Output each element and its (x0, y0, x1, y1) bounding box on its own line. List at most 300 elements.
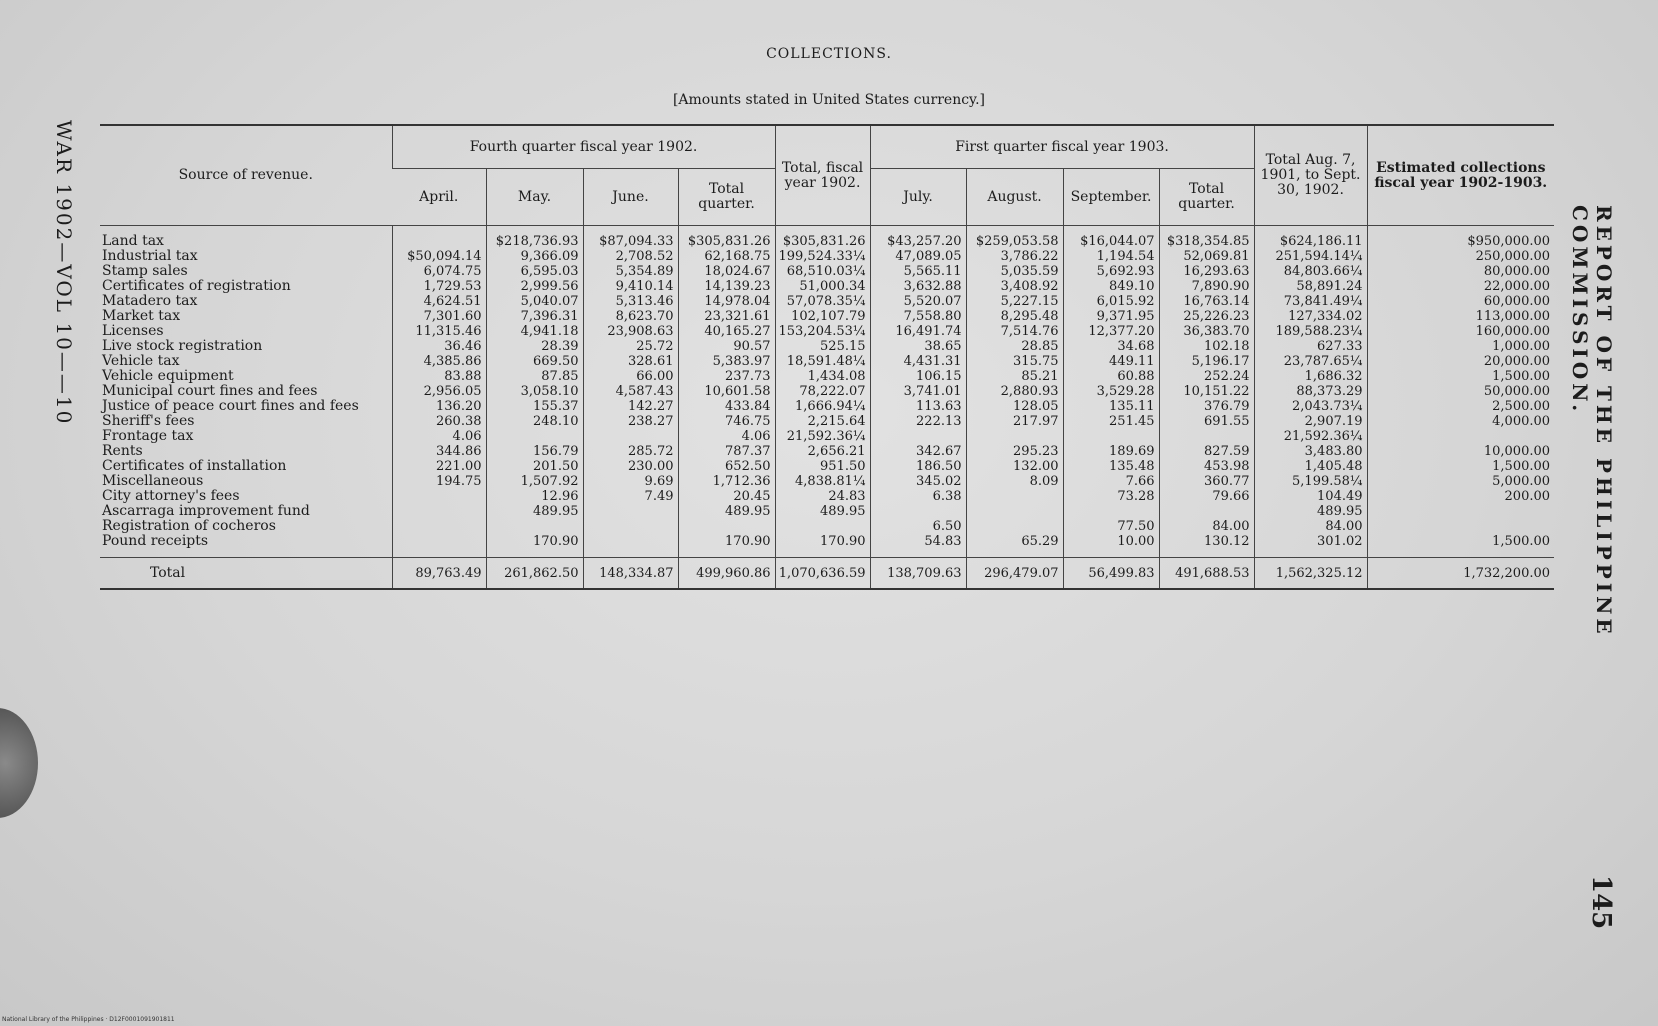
cell-est: 1,000.00 (1367, 339, 1554, 354)
cell-aug: 315.75 (966, 354, 1063, 369)
cell-est (1367, 519, 1554, 534)
cell-april: 221.00 (392, 459, 486, 474)
cell-sep: 12,377.20 (1063, 324, 1159, 339)
cell-may: 28.39 (486, 339, 583, 354)
cell-aug: 128.05 (966, 399, 1063, 414)
cell-july: 7,558.80 (870, 309, 966, 324)
cell-june: 285.72 (583, 444, 678, 459)
cell-june (583, 519, 678, 534)
cell-aug: 217.97 (966, 414, 1063, 429)
cell-may: 1,507.92 (486, 474, 583, 489)
header-source: Source of revenue. (100, 125, 392, 226)
cell-est: 60,000.00 (1367, 294, 1554, 309)
cell-april: 4,624.51 (392, 294, 486, 309)
cell-tall: 627.33 (1254, 339, 1367, 354)
table-row (100, 264, 1554, 279)
row-source: Registration of cocheros (102, 519, 276, 534)
cell-april (392, 226, 486, 250)
cell-may: 489.95 (486, 504, 583, 519)
cell-tall: 23,787.65¼ (1254, 354, 1367, 369)
total-tq2: 491,688.53 (1159, 558, 1254, 590)
total-label: Total (100, 558, 392, 590)
cell-aug: 3,408.92 (966, 279, 1063, 294)
cell-april: 4,385.86 (392, 354, 486, 369)
cell-tfy: 24.83 (775, 489, 870, 504)
cell-tall: 189,588.23¼ (1254, 324, 1367, 339)
header-september: September. (1063, 169, 1159, 226)
cell-sep (1063, 504, 1159, 519)
row-source: Certificates of registration (102, 279, 291, 294)
cell-july: 6.50 (870, 519, 966, 534)
cell-sep (1063, 429, 1159, 444)
cell-june: 66.00 (583, 369, 678, 384)
table-row (100, 309, 1554, 324)
header-total-fiscal: Total, fiscal year 1902. (775, 125, 870, 226)
cell-may: 87.85 (486, 369, 583, 384)
cell-april: 2,956.05 (392, 384, 486, 399)
cell-june (583, 429, 678, 444)
cell-june (583, 534, 678, 558)
cell-sep: 7.66 (1063, 474, 1159, 489)
cell-may: 156.79 (486, 444, 583, 459)
cell-est (1367, 504, 1554, 519)
cell-june: 9.69 (583, 474, 678, 489)
cell-tall: 5,199.58¼ (1254, 474, 1367, 489)
cell-tq1: 433.84 (678, 399, 775, 414)
cell-tall: 2,907.19 (1254, 414, 1367, 429)
cell-tq2: 827.59 (1159, 444, 1254, 459)
cell-tall: 84,803.66¼ (1254, 264, 1367, 279)
total-tall: 1,562,325.12 (1254, 558, 1367, 590)
cell-july: 186.50 (870, 459, 966, 474)
cell-tq1: 90.57 (678, 339, 775, 354)
cell-may: 7,396.31 (486, 309, 583, 324)
cell-june: 2,708.52 (583, 249, 678, 264)
cell-tfy: 951.50 (775, 459, 870, 474)
cell-tall: 1,686.32 (1254, 369, 1367, 384)
cell-tall: 21,592.36¼ (1254, 429, 1367, 444)
cell-tq1: 20.45 (678, 489, 775, 504)
cell-july: 54.83 (870, 534, 966, 558)
cell-april: 83.88 (392, 369, 486, 384)
row-source: Stamp sales (102, 264, 188, 279)
cell-sep: 449.11 (1063, 354, 1159, 369)
cell-est: 1,500.00 (1367, 369, 1554, 384)
cell-est: 250,000.00 (1367, 249, 1554, 264)
scan-footer: National Library of the Philippines · D12F0001091901811 (2, 1016, 175, 1023)
row-source: Land tax (102, 233, 164, 249)
cell-june: 25.72 (583, 339, 678, 354)
cell-tq2: $318,354.85 (1159, 226, 1254, 250)
cell-tall: 84.00 (1254, 519, 1367, 534)
cell-tall: 104.49 (1254, 489, 1367, 504)
cell-tq1: 40,165.27 (678, 324, 775, 339)
collections-table (100, 124, 1554, 590)
cell-sep: 189.69 (1063, 444, 1159, 459)
cell-tfy: 51,000.34 (775, 279, 870, 294)
cell-tfy: 525.15 (775, 339, 870, 354)
cell-july: 342.67 (870, 444, 966, 459)
cell-april: 344.86 (392, 444, 486, 459)
cell-june: 328.61 (583, 354, 678, 369)
cell-aug: 85.21 (966, 369, 1063, 384)
cell-tfy: 18,591.48¼ (775, 354, 870, 369)
cell-tq2: 36,383.70 (1159, 324, 1254, 339)
cell-tq1: 787.37 (678, 444, 775, 459)
total-sep: 56,499.83 (1063, 558, 1159, 590)
cell-tq1: 14,978.04 (678, 294, 775, 309)
cell-aug: 8,295.48 (966, 309, 1063, 324)
cell-tall: 127,334.02 (1254, 309, 1367, 324)
cell-tfy: 1,666.94¼ (775, 399, 870, 414)
cell-july: $43,257.20 (870, 226, 966, 250)
cell-est: 10,000.00 (1367, 444, 1554, 459)
cell-tq2: 691.55 (1159, 414, 1254, 429)
cell-july: 345.02 (870, 474, 966, 489)
cell-tq2: 16,763.14 (1159, 294, 1254, 309)
cell-sep: 34.68 (1063, 339, 1159, 354)
cell-june: 8,623.70 (583, 309, 678, 324)
table-header (100, 125, 1554, 226)
cell-may: 248.10 (486, 414, 583, 429)
cell-tq1: 23,321.61 (678, 309, 775, 324)
header-total-aug: Total Aug. 7, 1901, to Sept. 30, 1902. (1254, 125, 1367, 226)
cell-aug: $259,053.58 (966, 226, 1063, 250)
table-row (100, 279, 1554, 294)
total-june: 148,334.87 (583, 558, 678, 590)
header-total-quarter-1: Total quarter. (678, 169, 775, 226)
cell-tall: 301.02 (1254, 534, 1367, 558)
row-source: Certificates of installation (102, 459, 287, 474)
header-june: June. (583, 169, 678, 226)
cell-est: 22,000.00 (1367, 279, 1554, 294)
cell-april: $50,094.14 (392, 249, 486, 264)
total-aug: 296,479.07 (966, 558, 1063, 590)
cell-tq2: 10,151.22 (1159, 384, 1254, 399)
cell-sep: 77.50 (1063, 519, 1159, 534)
row-source: Market tax (102, 309, 181, 324)
cell-tq2: 102.18 (1159, 339, 1254, 354)
cell-sep: $16,044.07 (1063, 226, 1159, 250)
cell-tfy: 78,222.07 (775, 384, 870, 399)
row-source: Live stock registration (102, 339, 263, 354)
total-est: 1,732,200.00 (1367, 558, 1554, 590)
cell-tall: 1,405.48 (1254, 459, 1367, 474)
cell-tfy: 2,215.64 (775, 414, 870, 429)
cell-sep: 251.45 (1063, 414, 1159, 429)
cell-july: 16,491.74 (870, 324, 966, 339)
row-source: Rents (102, 444, 143, 459)
cell-april (392, 504, 486, 519)
cell-july: 38.65 (870, 339, 966, 354)
row-source: Industrial tax (102, 249, 198, 264)
cell-tq2: 52,069.81 (1159, 249, 1254, 264)
cell-april: 7,301.60 (392, 309, 486, 324)
cell-est: 200.00 (1367, 489, 1554, 504)
cell-tq1: 746.75 (678, 414, 775, 429)
total-tfy: 1,070,636.59 (775, 558, 870, 590)
cell-aug: 28.85 (966, 339, 1063, 354)
cell-tq2 (1159, 504, 1254, 519)
cell-tq1: 18,024.67 (678, 264, 775, 279)
table-row (100, 519, 1554, 534)
page-title: COLLECTIONS. (766, 46, 892, 62)
cell-july: 5,565.11 (870, 264, 966, 279)
cell-may: 4,941.18 (486, 324, 583, 339)
cell-april: 260.38 (392, 414, 486, 429)
cell-est: 50,000.00 (1367, 384, 1554, 399)
header-may: May. (486, 169, 583, 226)
table-row (100, 226, 1554, 250)
cell-aug: 8.09 (966, 474, 1063, 489)
cell-june: 238.27 (583, 414, 678, 429)
cell-aug (966, 519, 1063, 534)
cell-july: 113.63 (870, 399, 966, 414)
cell-june: 7.49 (583, 489, 678, 504)
cell-tfy: 199,524.33¼ (775, 249, 870, 264)
cell-april: 136.20 (392, 399, 486, 414)
cell-tfy: 102,107.79 (775, 309, 870, 324)
cell-tfy: 21,592.36¼ (775, 429, 870, 444)
cell-est: 113,000.00 (1367, 309, 1554, 324)
cell-aug: 5,035.59 (966, 264, 1063, 279)
cell-april: 4.06 (392, 429, 486, 444)
cell-aug: 2,880.93 (966, 384, 1063, 399)
cell-est: 20,000.00 (1367, 354, 1554, 369)
cell-tq1 (678, 519, 775, 534)
table-row (100, 459, 1554, 474)
row-source: Justice of peace court fines and fees (102, 399, 359, 414)
row-source: Ascarraga improvement fund (102, 504, 310, 519)
total-tq1: 499,960.86 (678, 558, 775, 590)
cell-tfy: 57,078.35¼ (775, 294, 870, 309)
table-row (100, 294, 1554, 309)
cell-june: 4,587.43 (583, 384, 678, 399)
running-head: REPORT OF THE PHILIPPINE COMMISSION. (1568, 205, 1616, 638)
cell-july: 222.13 (870, 414, 966, 429)
cell-sep: 5,692.93 (1063, 264, 1159, 279)
cell-tq1: 652.50 (678, 459, 775, 474)
cell-july: 5,520.07 (870, 294, 966, 309)
cell-aug (966, 504, 1063, 519)
cell-may: 12.96 (486, 489, 583, 504)
cell-july (870, 504, 966, 519)
cell-may: 2,999.56 (486, 279, 583, 294)
cell-tq1: 1,712.36 (678, 474, 775, 489)
row-source: Matadero tax (102, 294, 198, 309)
cell-june: 142.27 (583, 399, 678, 414)
cell-april: 194.75 (392, 474, 486, 489)
cell-april (392, 519, 486, 534)
cell-aug: 65.29 (966, 534, 1063, 558)
cell-sep: 1,194.54 (1063, 249, 1159, 264)
cell-may: 201.50 (486, 459, 583, 474)
row-source: Licenses (102, 324, 164, 339)
cell-tall: 3,483.80 (1254, 444, 1367, 459)
cell-tq2: 79.66 (1159, 489, 1254, 504)
table-row (100, 399, 1554, 414)
row-source: Municipal court fines and fees (102, 384, 318, 399)
total-may: 261,862.50 (486, 558, 583, 590)
cell-est: 2,500.00 (1367, 399, 1554, 414)
row-source: Vehicle tax (102, 354, 180, 369)
cell-tfy: 489.95 (775, 504, 870, 519)
cell-tq2: 5,196.17 (1159, 354, 1254, 369)
cell-tfy: 170.90 (775, 534, 870, 558)
cell-sep: 60.88 (1063, 369, 1159, 384)
cell-est: 5,000.00 (1367, 474, 1554, 489)
table-row (100, 339, 1554, 354)
cell-april: 36.46 (392, 339, 486, 354)
cell-aug (966, 489, 1063, 504)
cell-tq2: 84.00 (1159, 519, 1254, 534)
table-row (100, 249, 1554, 264)
cell-tq1: 4.06 (678, 429, 775, 444)
cell-may: 5,040.07 (486, 294, 583, 309)
cell-tq2: 252.24 (1159, 369, 1254, 384)
cell-sep: 73.28 (1063, 489, 1159, 504)
header-total-quarter-2: Total quarter. (1159, 169, 1254, 226)
cell-sep: 10.00 (1063, 534, 1159, 558)
row-source: Sheriff's fees (102, 414, 195, 429)
cell-april (392, 534, 486, 558)
cell-sep: 9,371.95 (1063, 309, 1159, 324)
row-source: Vehicle equipment (102, 369, 234, 384)
cell-tfy: 1,434.08 (775, 369, 870, 384)
cell-tall: 251,594.14¼ (1254, 249, 1367, 264)
header-august: August. (966, 169, 1063, 226)
cell-sep: 3,529.28 (1063, 384, 1159, 399)
cell-aug: 3,786.22 (966, 249, 1063, 264)
side-caption-left: WAR 1902—VOL 10——10 (52, 120, 76, 426)
cell-est: 1,500.00 (1367, 459, 1554, 474)
cell-tq2: 25,226.23 (1159, 309, 1254, 324)
cell-tq1: 10,601.58 (678, 384, 775, 399)
cell-june: 23,908.63 (583, 324, 678, 339)
cell-tq2 (1159, 429, 1254, 444)
cell-aug (966, 429, 1063, 444)
table-body (100, 226, 1554, 590)
cell-tq2: 453.98 (1159, 459, 1254, 474)
total-july: 138,709.63 (870, 558, 966, 590)
cell-tq2: 7,890.90 (1159, 279, 1254, 294)
cell-tq1: 5,383.97 (678, 354, 775, 369)
cell-may (486, 429, 583, 444)
cell-tq1: 62,168.75 (678, 249, 775, 264)
cell-est: 80,000.00 (1367, 264, 1554, 279)
cell-tall: 2,043.73¼ (1254, 399, 1367, 414)
cell-may (486, 519, 583, 534)
table-row (100, 324, 1554, 339)
collections-table-wrap (100, 124, 1554, 590)
cell-tq1: 237.73 (678, 369, 775, 384)
page-number: 145 (1586, 875, 1616, 930)
cell-april (392, 489, 486, 504)
cell-tq1: 489.95 (678, 504, 775, 519)
cell-june: 230.00 (583, 459, 678, 474)
cell-may: 3,058.10 (486, 384, 583, 399)
table-row (100, 369, 1554, 384)
cell-tfy: 4,838.81¼ (775, 474, 870, 489)
cell-aug: 7,514.76 (966, 324, 1063, 339)
total-row (100, 558, 1554, 590)
cell-april: 1,729.53 (392, 279, 486, 294)
cell-may: 669.50 (486, 354, 583, 369)
header-group-fourth-quarter: Fourth quarter fiscal year 1902. (392, 125, 775, 169)
table-row (100, 444, 1554, 459)
row-source: City attorney's fees (102, 489, 240, 504)
binding-hole (0, 708, 38, 818)
cell-june: $87,094.33 (583, 226, 678, 250)
table-row (100, 429, 1554, 444)
cell-tq2: 16,293.63 (1159, 264, 1254, 279)
cell-tall: 58,891.24 (1254, 279, 1367, 294)
cell-sep: 6,015.92 (1063, 294, 1159, 309)
cell-tall: 73,841.49¼ (1254, 294, 1367, 309)
cell-tfy: 2,656.21 (775, 444, 870, 459)
cell-july: 47,089.05 (870, 249, 966, 264)
cell-tall: 88,373.29 (1254, 384, 1367, 399)
cell-aug: 295.23 (966, 444, 1063, 459)
cell-tq1: 170.90 (678, 534, 775, 558)
cell-sep: 849.10 (1063, 279, 1159, 294)
cell-tall: 489.95 (1254, 504, 1367, 519)
table-row (100, 504, 1554, 519)
cell-june (583, 504, 678, 519)
header-group-first-quarter: First quarter fiscal year 1903. (870, 125, 1254, 169)
cell-tq1: 14,139.23 (678, 279, 775, 294)
cell-est: 160,000.00 (1367, 324, 1554, 339)
row-source: Pound receipts (102, 534, 209, 549)
cell-july: 106.15 (870, 369, 966, 384)
cell-may: 170.90 (486, 534, 583, 558)
cell-july (870, 429, 966, 444)
row-source: Miscellaneous (102, 474, 204, 489)
cell-tq2: 376.79 (1159, 399, 1254, 414)
cell-july: 6.38 (870, 489, 966, 504)
cell-sep: 135.48 (1063, 459, 1159, 474)
cell-est (1367, 429, 1554, 444)
cell-july: 3,741.01 (870, 384, 966, 399)
cell-tq2: 130.12 (1159, 534, 1254, 558)
cell-july: 4,431.31 (870, 354, 966, 369)
cell-sep: 135.11 (1063, 399, 1159, 414)
cell-june: 5,354.89 (583, 264, 678, 279)
cell-june: 5,313.46 (583, 294, 678, 309)
cell-tall: $624,186.11 (1254, 226, 1367, 250)
cell-july: 3,632.88 (870, 279, 966, 294)
cell-tq1: $305,831.26 (678, 226, 775, 250)
cell-est: $950,000.00 (1367, 226, 1554, 250)
row-source: Frontage tax (102, 429, 194, 444)
cell-tfy: $305,831.26 (775, 226, 870, 250)
table-row (100, 489, 1554, 504)
cell-may: 9,366.09 (486, 249, 583, 264)
cell-tq2: 360.77 (1159, 474, 1254, 489)
cell-est: 1,500.00 (1367, 534, 1554, 558)
cell-may: 155.37 (486, 399, 583, 414)
cell-est: 4,000.00 (1367, 414, 1554, 429)
cell-may: $218,736.93 (486, 226, 583, 250)
page-subtitle: [Amounts stated in United States currency.] (672, 92, 986, 108)
cell-tfy (775, 519, 870, 534)
cell-aug: 5,227.15 (966, 294, 1063, 309)
table-row (100, 534, 1554, 558)
cell-may: 6,595.03 (486, 264, 583, 279)
header-july: July. (870, 169, 966, 226)
total-april: 89,763.49 (392, 558, 486, 590)
header-estimated: Estimated collections fiscal year 1902-1903. (1367, 125, 1554, 226)
